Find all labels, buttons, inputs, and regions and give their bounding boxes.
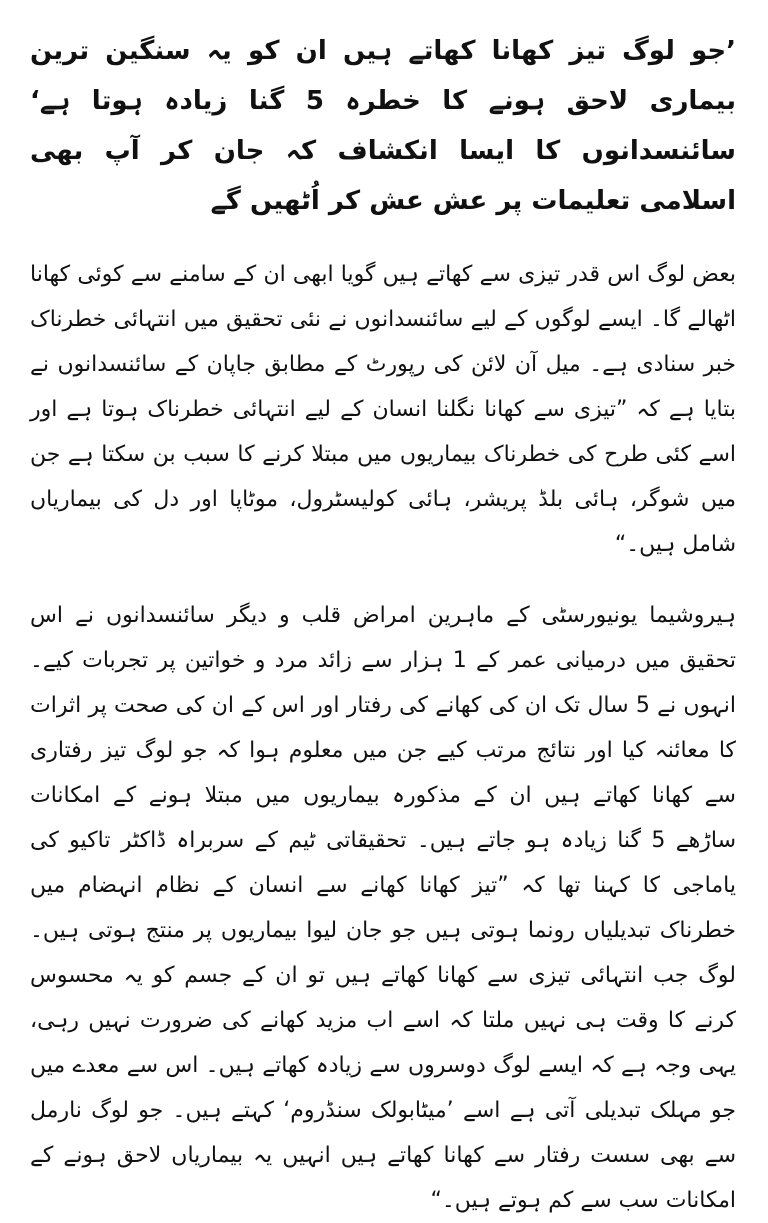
article-paragraph-2: ہیروشیما یونیورسٹی کے ماہرین امراض قلب و دیگر سائنسدانوں نے اس تحقیق میں درمیانی عمر کے 1 ہزار سے زائد مرد و خواتین پر تجربات کیے۔ انہوں نے 5 سال تک ان کی کھانے کی رفتار اور اس کے ان کی صحت پر اثرات کا معائنہ کیا اور نتائج مرتب کیے جن میں معلوم ہوا کہ جو لوگ تیز رفتاری سے کھانا کھاتے ہیں ان کے مذکورہ بیماریوں میں مبتلا ہونے کے امکانات ساڑھے 5 گنا زیادہ ہو جاتے ہیں۔ تحقیقاتی ٹیم کے سربراہ ڈاکٹر تاکیو کی یاماجی کا کہنا تھا کہ ”تیز کھانا کھانے سے انسان کے نظام انہضام میں خطرناک تبدیلیاں رونما ہوتی ہیں جو جان لیوا بیماریوں پر منتج ہوتی ہیں۔ لوگ جب انتہائی تیزی سے کھانا کھاتے ہیں تو ان کے جسم کو یہ محسوس کرنے کا وقت ہی نہیں ملتا کہ اسے اب مزید کھانے کی ضرورت نہیں رہی، یہی وجہ ہے کہ ایسے لوگ دوسروں سے زیادہ کھاتے ہیں۔ اس سے معدے میں جو مہلک تبدیلی آتی ہے اسے ’میٹابولک سنڈروم‘ کہتے ہیں۔ جو لوگ نارمل سے بھی سست رفتار سے کھانا کھاتے ہیں انہیں یہ بیماریاں لاحق ہونے کے امکانات سب سے کم ہوتے ہیں۔“: [30, 603, 737, 1213]
article-headline: ’جو لوگ تیز کھانا کھاتے ہیں ان کو یہ سنگین ترین بیماری لاحق ہونے کا خطرہ 5 گنا زیادہ ہوتا ہے‘ سائنسدانوں کا ایسا انکشاف کہ جان کر آپ بھی اسلامی تعلیمات پر عش عش کر اُٹھیں گے: [30, 36, 736, 216]
article-paragraph-1: بعض لوگ اس قدر تیزی سے کھاتے ہیں گویا ابھی ان کے سامنے سے کوئی کھانا اٹھالے گا۔ ایسے لوگوں کے لیے سائنسدانوں نے نئی تحقیق میں انتہائی خطرناک خبر سنادی ہے۔ میل آن لائن کی رپورٹ کے مطابق جاپان کے سائنسدانوں نے بتایا ہے کہ ”تیزی سے کھانا نگلنا انسان کے لیے انتہائی خطرناک ہوتا ہے اور اسے کئی طرح کی خطرناک بیماریوں میں مبتلا کرنے کا سبب بن سکتا ہے جن میں شوگر، ہائی بلڈ پریشر، ہائی کولیسٹرول، موٹاپا اور دل کی بیماریاں شامل ہیں۔“: [30, 262, 736, 557]
